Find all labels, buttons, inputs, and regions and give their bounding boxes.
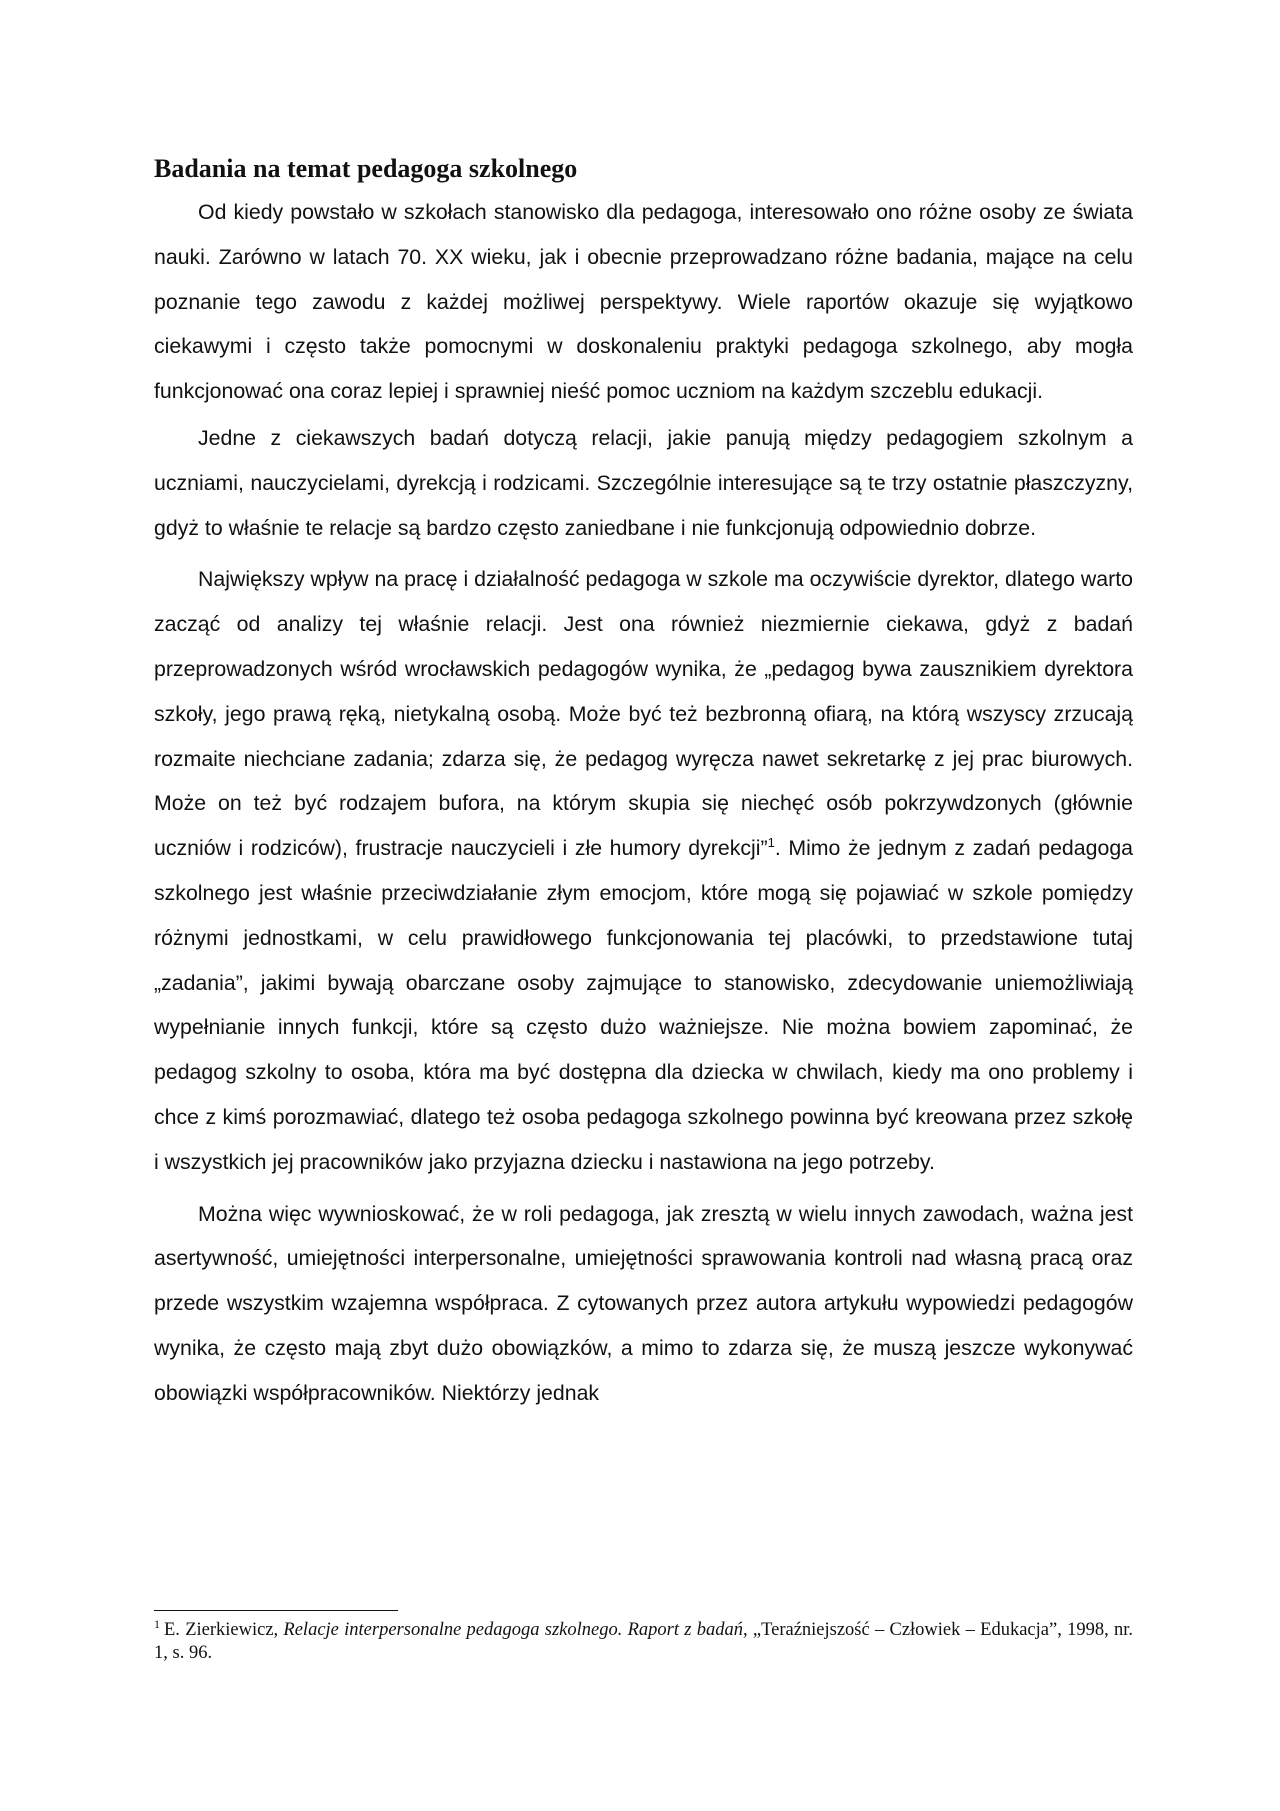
footnotes-section	[154, 1610, 1133, 1665]
paragraph-3-after-note: . Mimo że jednym z zadań pedagoga szkolnego jest właśnie przeciwdziałanie złym emocjom, które mogą się pojawiać w szkole pomiędzy różnymi jednostkami, w celu prawidłowego funkcjonowania tej placówki, to przedstawione tutaj „zadania”, jakimi bywają obarczane osoby zajmujące to stanowisko, zdecydowanie uniemożliwiają wypełnianie innych funkcji, które są często dużo ważniejsze. Nie można bowiem zapominać, że pedagog szkolny to osoba, która ma być dostępna dla dziecka w chwilach, kiedy ma ono problemy i chce z kimś porozmawiać, dlatego też osoba pedagoga szkolnego powinna być kreowana przez szkołę i wszystkich jej pracowników jako przyjazna dziecku i nastawiona na jego potrzeby.	[154, 836, 1133, 1174]
footnote-reference[interactable]: 1	[767, 835, 775, 851]
paragraph-4: Można więc wywnioskować, że w roli pedagoga, jak zresztą w wielu innych zawodach, ważna jest asertywność, umiejętności interpersonalne, umiejętności sprawowania kontroli nad własną pracą oraz przede wszystkim wzajemna współpraca. Z cytowanych przez autora artykułu wypowiedzi pedagogów wynika, że często mają zbyt dużo obowiązków, a mimo to zdarza się, że muszą jeszcze wykonywać obowiązki współpracowników. Niektórzy jednak	[154, 1201, 1133, 1405]
footnote-separator	[154, 1610, 398, 1611]
paragraph-2: Jedne z ciekawszych badań dotyczą relacji, jakie panują między pedagogiem szkolnym a uczniami, nauczycielami, dyrekcją i rodzicami. Szczególnie interesujące są te trzy ostatnie płaszczyzny, gdyż to właśnie te relacje są bardzo często zaniedbane i nie funkcjonują odpowiednio dobrze.	[154, 425, 1133, 540]
paragraph-3-before-note: Największy wpływ na pracę i działalność pedagoga w szkole ma oczywiście dyrektor, dlatego warto zacząć od analizy tej właśnie relacji. Jest ona również niezmiernie ciekawa, gdyż z badań przeprowadzonych wśród wrocławskich pedagogów wynika, że „pedagog bywa zausznikiem dyrektora szkoły, jego prawą ręką, nietykalną osobą. Może być też bezbronną ofiarą, na którą wszyscy zrzucają rozmaite niechciane zadania; zdarza się, że pedagog wyręcza nawet sekretarkę z jej prac biurowych. Może on też być rodzajem bufora, na którym skupia się niechęć osób pokrzywdzonych (głównie uczniów i rodziców), frustracje nauczycieli i złe humory dyrekcji”	[154, 567, 1133, 861]
page-title: Badania na temat pedagoga szkolnego	[154, 154, 578, 183]
document-body	[154, 150, 1133, 1580]
footnote-title: Relacje interpersonalne pedagoga szkolnego. Raport z badań	[283, 1620, 743, 1640]
paragraph-3	[154, 557, 1133, 1184]
footnote-source: , „Teraźniejszość – Człowiek – Edukacja”, 1998, nr. 1, s. 96.	[154, 1620, 1133, 1663]
footnote-author: E. Zierkiewicz,	[164, 1620, 284, 1640]
paragraph-1: Od kiedy powstało w szkołach stanowisko dla pedagoga, interesowało ono różne osoby ze świata nauki. Zarówno w latach 70. XX wieku, jak i obecnie przeprowadzano różne badania, mające na celu poznanie tego zawodu z każdej możliwej perspektywy. Wiele raportów okazuje się wyjątkowo ciekawymi i często także pomocnymi w doskonaleniu praktyki pedagoga szkolnego, aby mogła funkcjonować ona coraz lepiej i sprawniej nieść pomoc uczniom na każdym szczeblu edukacji.	[154, 200, 1133, 404]
footnote-1	[154, 1616, 1133, 1665]
footnote-mark: 1	[154, 1616, 160, 1631]
